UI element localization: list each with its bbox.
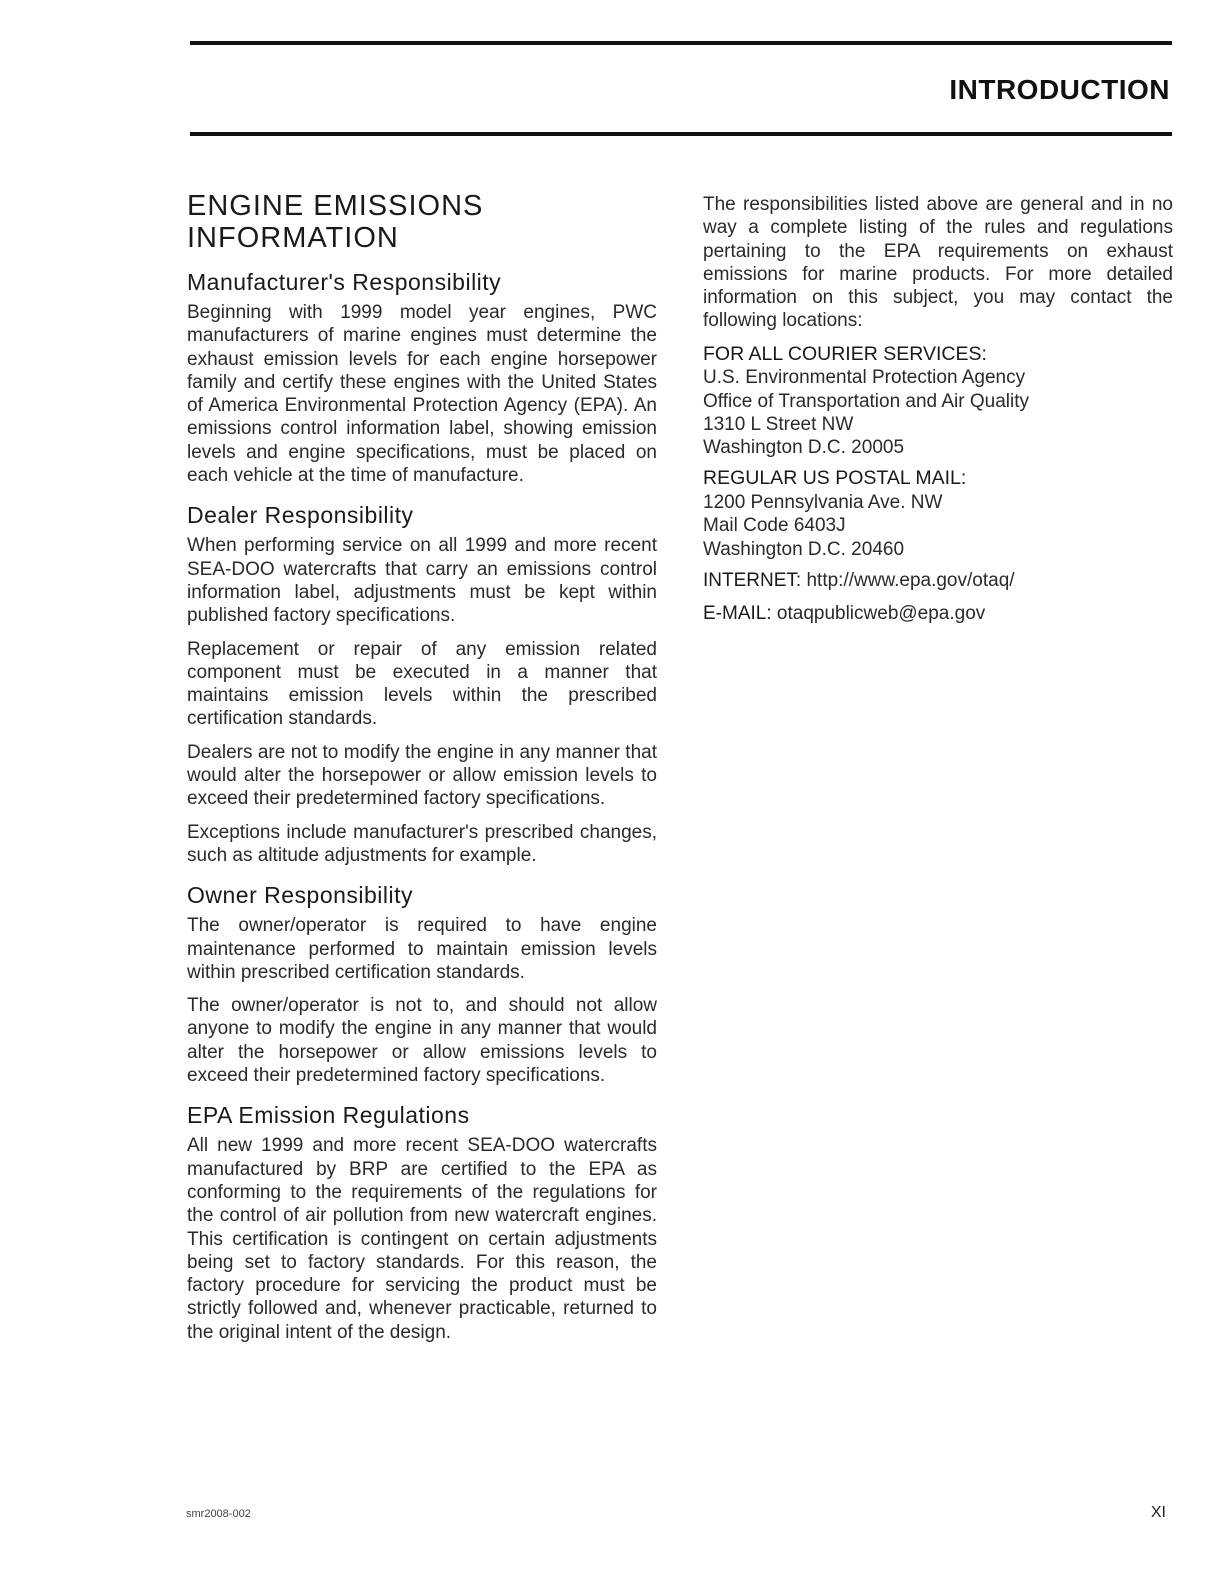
paragraph: The owner/operator is required to have engine maintenance performed to maintain emission levels within prescribed certification standards. [187, 915, 657, 983]
paragraph: Dealers are not to modify the engine in any manner that would alter the horsepower or allow emission levels to exceed their predetermined factory specifications. [187, 741, 657, 810]
section-epa [187, 1101, 657, 1344]
postal-label: REGULAR US POSTAL MAIL: [703, 467, 967, 490]
email-label: E-MAIL: [703, 603, 772, 625]
address-line: 1200 Pennsylvania Ave. NW [703, 491, 943, 513]
paragraph: Beginning with 1999 model year engines, PWC manufacturers of marine engines must determine the exhaust emission levels for each engine horsepower family and certify these engines with the United States of America Environmental Protection Agency (EPA). An emissions control information label, showing emission levels and engine specifications, must be placed on each vehicle at the time of manufacture. [187, 302, 657, 487]
footer-page-number: XI [1150, 1504, 1166, 1521]
address-line: Office of Transportation and Air Quality [703, 390, 1029, 412]
internet-label: INTERNET: [703, 569, 802, 591]
postal-address [703, 467, 1173, 560]
page-header-title: INTRODUCTION [949, 74, 1170, 105]
section-heading: Owner Responsibility [187, 882, 414, 909]
paragraph: Replacement or repair of any emission related component must be executed in a manner that maintains emission levels within the prescribed certification standards. [187, 638, 657, 730]
footer-doc-id: smr2008-002 [186, 1508, 251, 1520]
internet-url[interactable]: http://www.epa.gov/otaq/ [806, 569, 1015, 591]
paragraph: The owner/operator is not to, and should not allow anyone to modify the engine in any manner that would alter the horsepower or allow emissions levels to exceed their predetermined factory specifications. [187, 995, 657, 1087]
address-line: Washington D.C. 20005 [703, 437, 905, 459]
internet-contact [703, 569, 1173, 592]
section-heading: Dealer Responsibility [187, 502, 414, 529]
courier-label: FOR ALL COURIER SERVICES: [703, 342, 987, 365]
right-column [703, 193, 1173, 635]
page-title-line2: INFORMATION [187, 222, 399, 254]
email-address[interactable]: otaqpublicweb@epa.gov [776, 603, 986, 625]
address-line: Mail Code 6403J [703, 515, 846, 537]
section-owner [187, 881, 657, 1087]
header-rule-bottom [190, 132, 1172, 136]
paragraph: All new 1999 and more recent SEA-DOO watercrafts manufactured by BRP are certified to the EPA as conforming to the requirements of the regulations for the control of air pollution from new watercraft engines. This certification is contingent on certain adjustments being set to factory standards. For this reason, the factory procedure for servicing the product must be strictly followed and, whenever practicable, returned to the original intent of the design. [187, 1135, 657, 1343]
section-heading: EPA Emission Regulations [187, 1102, 470, 1129]
paragraph: Exceptions include manufacturer's prescribed changes, such as altitude adjustments for example. [187, 821, 657, 866]
paragraph: When performing service on all 1999 and more recent SEA-DOO watercrafts that carry an emissions control information label, adjustments must be kept within published factory specifications. [187, 535, 657, 627]
page-title-line1: ENGINE EMISSIONS [187, 190, 484, 222]
contact-intro: The responsibilities listed above are general and in no way a complete listing of the rules and regulations pertaining to the EPA requirements on exhaust emissions for marine products. For more detailed information on this subject, you may contact the following locations: [703, 194, 1173, 332]
courier-address [703, 343, 1173, 460]
address-line: Washington D.C. 20460 [703, 538, 905, 560]
address-line: U.S. Environmental Protection Agency [703, 367, 1026, 389]
email-contact [703, 602, 1173, 625]
section-dealer [187, 501, 657, 867]
header-rule-top [190, 41, 1172, 45]
section-manufacturer [187, 268, 657, 487]
left-column [187, 190, 657, 1358]
address-line: 1310 L Street NW [703, 413, 854, 435]
page-title [187, 190, 657, 254]
section-heading: Manufacturer's Responsibility [187, 269, 502, 295]
